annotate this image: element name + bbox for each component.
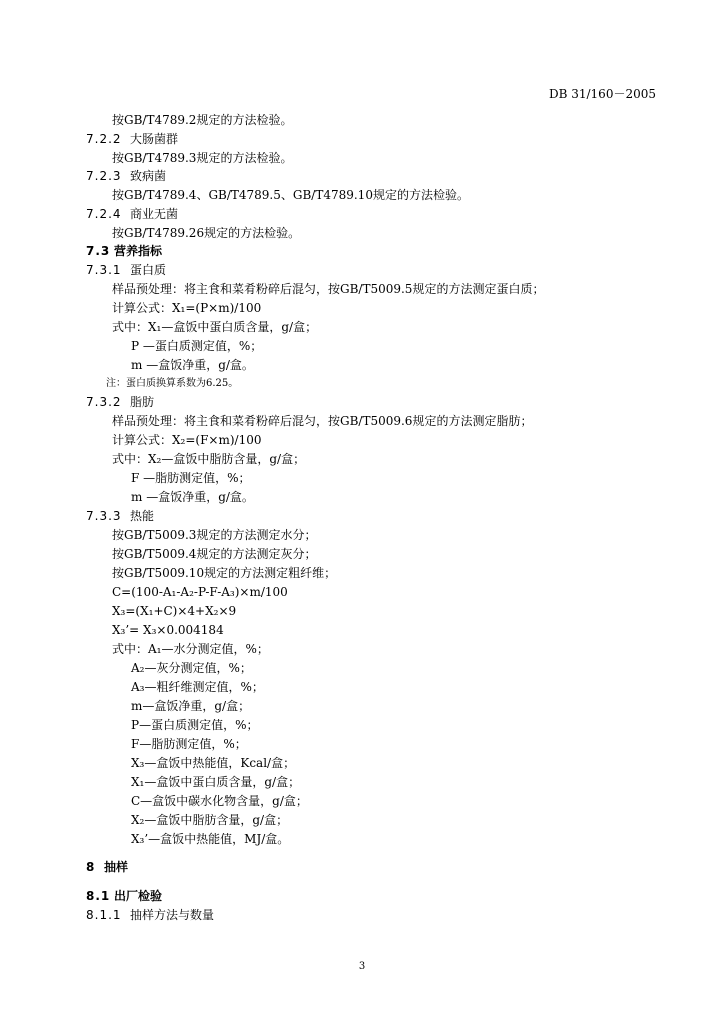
section-number: 7.3.3 (86, 509, 122, 523)
section-heading-8 (86, 860, 128, 874)
page-number: 3 (358, 961, 366, 972)
body-line: 按GB/T4789.26规定的方法检验。 (112, 226, 301, 240)
definition-line: X₂—盒饭中脂肪含量，g/盒； (131, 813, 289, 827)
section-title: 抽样 (104, 860, 129, 874)
section-title: 大肠菌群 (130, 132, 179, 146)
body-line: 按GB/T4789.3规定的方法检验。 (112, 151, 293, 165)
formula-line: 计算公式：X₂=(F×m)/100 (112, 433, 262, 447)
section-heading-8-1 (86, 889, 162, 903)
body-line: 样品预处理：将主食和菜肴粉碎后混匀，按GB/T5009.6规定的方法测定脂肪； (112, 414, 533, 428)
section-title: 商业无菌 (130, 207, 179, 221)
section-heading-7-3-2 (86, 395, 154, 409)
section-title: 脂肪 (130, 395, 155, 409)
section-title: 热能 (130, 509, 155, 523)
section-number: 7.2.3 (86, 169, 122, 183)
formula-line: 计算公式：X₁=(P×m)/100 (112, 301, 262, 315)
formula-line: X₃=(X₁+C)×4+X₂×9 (112, 604, 237, 618)
definition-line: A₃—粗纤维测定值，%； (131, 680, 264, 694)
body-line: 式中：A₁—水分测定值，%； (112, 642, 269, 656)
body-line: 式中：X₁—盒饭中蛋白质含量，g/盒； (112, 320, 318, 334)
definition-line: m —盒饭净重，g/盒。 (131, 490, 254, 504)
document-id-header: DB 31/160－2005 (548, 87, 656, 101)
section-heading-7-3-3 (86, 509, 154, 523)
definition-line: P—蛋白质测定值，%； (131, 718, 259, 732)
section-number: 7.3 (86, 244, 111, 258)
section-number: 7.3.2 (86, 395, 122, 409)
body-line: 样品预处理：将主食和菜肴粉碎后混匀，按GB/T5009.5规定的方法测定蛋白质； (112, 282, 545, 296)
body-line: 按GB/T4789.4、GB/T4789.5、GB/T4789.10规定的方法检验。 (112, 188, 469, 202)
section-heading-7-2-4 (86, 207, 178, 221)
section-number: 8 (86, 860, 96, 874)
section-title: 营养指标 (114, 244, 163, 258)
section-number: 8.1.1 (86, 908, 122, 922)
definition-line: m—盒饭净重，g/盒； (131, 699, 251, 713)
section-number: 7.2.4 (86, 207, 122, 221)
definition-line: X₃’—盒饭中热能值，MJ/盒。 (131, 832, 290, 846)
section-heading-7-2-2 (86, 132, 178, 146)
section-heading-7-3-1 (86, 263, 166, 277)
definition-line: A₂—灰分测定值，%； (131, 661, 252, 675)
section-number: 7.3.1 (86, 263, 122, 277)
body-line: 按GB/T4789.2规定的方法检验。 (112, 113, 293, 127)
section-number: 7.2.2 (86, 132, 122, 146)
section-heading-7-2-3 (86, 169, 166, 183)
section-heading-7-3 (86, 244, 162, 258)
section-title: 致病菌 (130, 169, 167, 183)
definition-line: m —盒饭净重，g/盒。 (131, 358, 254, 372)
definition-line: C—盒饭中碳水化物含量，g/盒； (131, 794, 308, 808)
definition-line: X₃—盒饭中热能值，Kcal/盒； (131, 756, 296, 770)
body-line: 式中：X₂—盒饭中脂肪含量，g/盒； (112, 452, 306, 466)
note-line: 注：蛋白质换算系数为6.25。 (106, 378, 239, 389)
definition-line: F —脂肪测定值，%； (131, 471, 251, 485)
body-line: 按GB/T5009.10规定的方法测定粗纤维； (112, 566, 337, 580)
definition-line: X₁—盒饭中蛋白质含量，g/盒； (131, 775, 301, 789)
section-title: 蛋白质 (130, 263, 167, 277)
section-title: 出厂检验 (114, 889, 163, 903)
formula-line: X₃’= X₃×0.004184 (112, 623, 224, 637)
body-line: 按GB/T5009.3规定的方法测定水分； (112, 528, 317, 542)
section-title: 抽样方法与数量 (130, 908, 215, 922)
section-heading-8-1-1 (86, 908, 214, 922)
formula-line: C=(100-A₁-A₂-P-F-A₃)×m/100 (112, 585, 288, 599)
section-number: 8.1 (86, 889, 111, 903)
body-line: 按GB/T5009.4规定的方法测定灰分； (112, 547, 317, 561)
definition-line: P —蛋白质测定值，%； (131, 339, 263, 353)
definition-line: F—脂肪测定值，%； (131, 737, 247, 751)
